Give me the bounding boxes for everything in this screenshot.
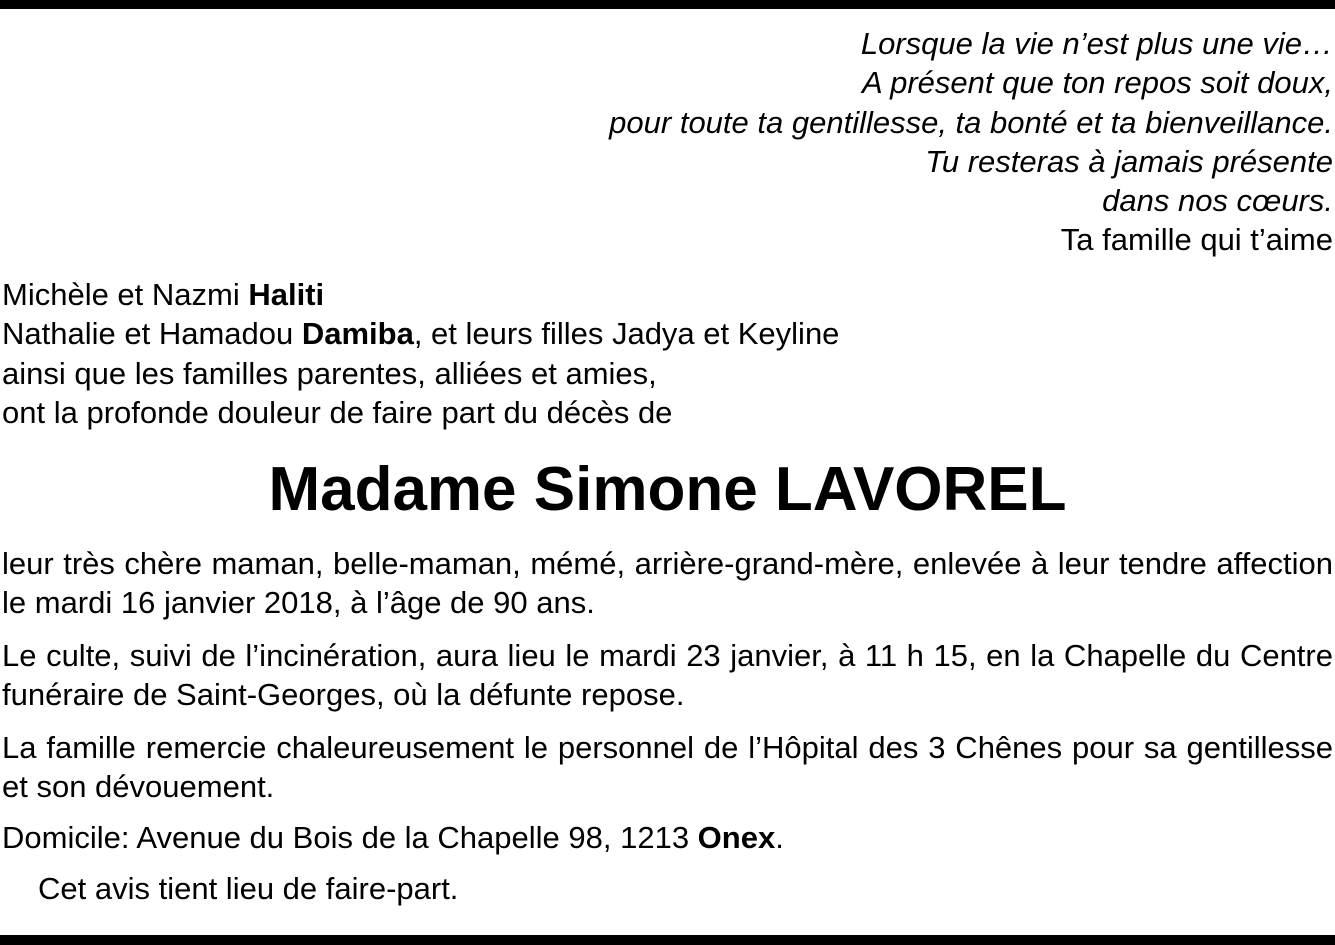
family-line-1-text: Michèle et Nazmi — [2, 277, 249, 312]
family-surname-haliti: Haliti — [248, 277, 325, 312]
thanks-paragraph: La famille remercie chaleureusement le personnel de l’Hôpital des 3 Chênes pour sa gentillesse et son dévouement. — [2, 730, 1333, 804]
family-line-2 — [2, 314, 839, 353]
poem-line: A présent que ton repos soit doux, — [861, 65, 1333, 101]
address-text: Domicile: Avenue du Bois de la Chapelle 98, 1213 — [2, 820, 698, 855]
family-line-3: ainsi que les familles parentes, alliées et amies, — [2, 355, 657, 391]
poem-line: pour toute ta gentillesse, ta bonté et ta bienveillance. — [609, 104, 1333, 140]
poem-line: Tu resteras à jamais présente — [925, 143, 1333, 179]
poem-line: Lorsque la vie n’est plus une vie… — [860, 26, 1333, 61]
poem-line: dans nos cœurs. — [1102, 183, 1333, 219]
family-line-4: ont la profonde douleur de faire part du décès de — [2, 394, 673, 430]
family-announcement — [2, 275, 839, 432]
address-paragraph — [2, 818, 1333, 857]
family-surname-damiba: Damiba — [301, 316, 414, 352]
top-rule — [0, 0, 1335, 9]
family-line-1 — [2, 275, 839, 314]
bottom-rule — [0, 935, 1335, 945]
ceremony-paragraph: Le culte, suivi de l’incinération, aura lieu le mardi 23 janvier, à 11 h 15, en la Chapelle du Centre funéraire de Saint-Georges, où la défunte repose. — [2, 638, 1333, 712]
notice-paragraph: Cet avis tient lieu de faire-part. — [38, 871, 459, 906]
poem — [609, 24, 1333, 260]
poem-signature: Ta famille qui t’aime — [1060, 222, 1333, 258]
family-line-2-rest: , et leurs filles Jadya et Keyline — [413, 316, 840, 352]
deceased-name: Madame Simone LAVOREL — [268, 455, 1067, 524]
address-town: Onex — [697, 820, 776, 855]
family-line-2-text: Nathalie et Hamadou — [2, 316, 302, 352]
address-end: . — [775, 820, 784, 855]
relation-paragraph: leur très chère maman, belle-maman, mémé, arrière-grand-mère, enlevée à leur tendre affection le mardi 16 janvier 2018, à l’âge de 90 ans. — [2, 546, 1333, 620]
